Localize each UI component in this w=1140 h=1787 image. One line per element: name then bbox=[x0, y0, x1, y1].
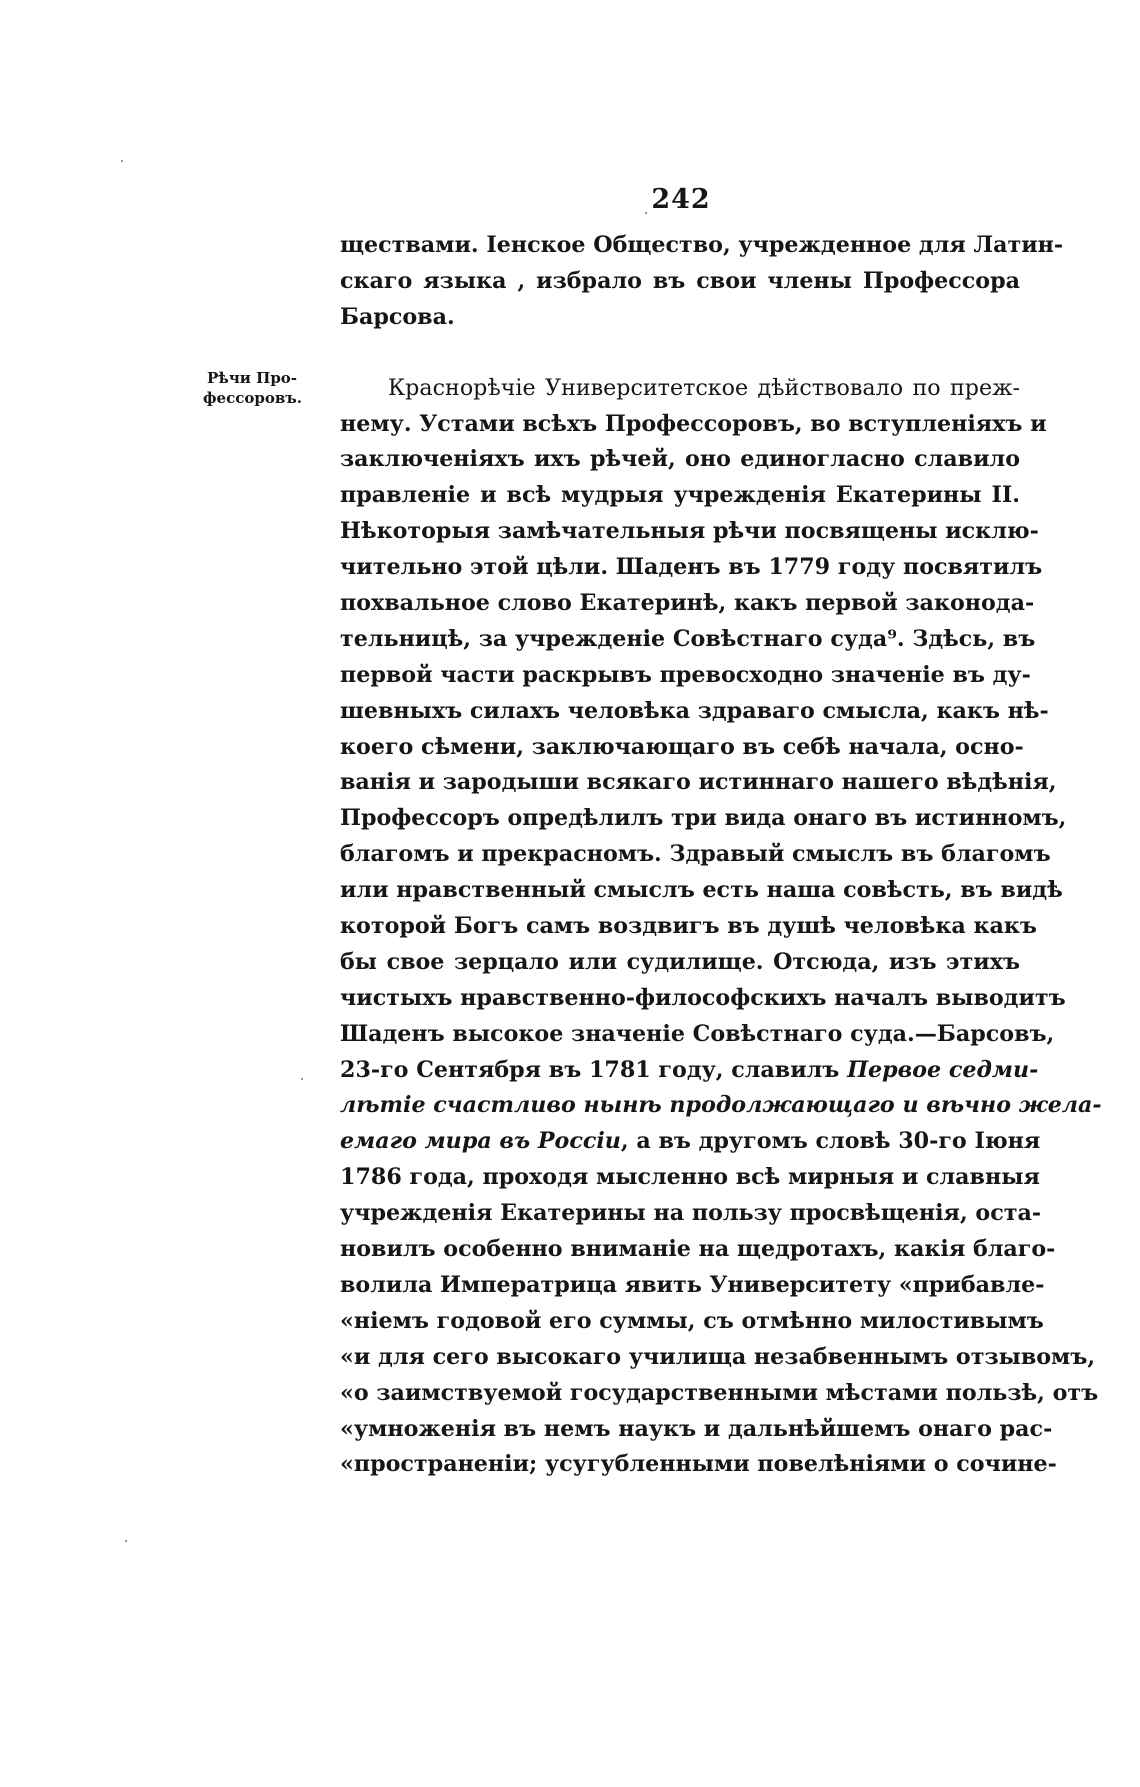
text-line: «пространеніи; усугубленными повелѣніями о сочине- bbox=[340, 1451, 1057, 1478]
text-line: правленіе и всѣ мудрыя учрежденія Екатерины II. bbox=[340, 482, 1020, 509]
margin-note-line: Рѣчи Про- bbox=[207, 369, 298, 387]
italic-title: емаго мира въ Россіи bbox=[340, 1128, 621, 1155]
text-line bbox=[340, 1053, 1039, 1089]
scan-speck bbox=[645, 212, 647, 214]
text-segment: 23-го Сентября въ 1781 году, славилъ bbox=[340, 1056, 840, 1083]
text-segment: , а въ другомъ словѣ 30-го Іюня bbox=[620, 1128, 1041, 1155]
text-line: учрежденія Екатерины на пользу просвѣщенія, оста- bbox=[340, 1200, 1042, 1227]
text-line: Профессоръ опредѣлилъ три вида онаго въ истинномъ, bbox=[340, 805, 1067, 832]
text-line: нему. Устами всѣхъ Профессоровъ, во вступленіяхъ и bbox=[340, 410, 1047, 437]
text-line: «о заимствуемой государственными мѣстами пользѣ, отъ bbox=[340, 1379, 1099, 1406]
text-line: 1786 года, проходя мысленно всѣ мирныя и славныя bbox=[340, 1164, 1040, 1191]
text-line: ществами. Іенское Общество, учрежденное для Латин- bbox=[340, 232, 1064, 258]
text-line: Краснорѣчіе Университетское дѣйствовало по преж- bbox=[388, 374, 1020, 401]
text-line: новилъ особенно вниманіе на щедротахъ, какія благо- bbox=[340, 1236, 1056, 1263]
text-line: первой части раскрывъ превосходно значеніе въ ду- bbox=[340, 661, 1031, 688]
text-line: чистыхъ нравственно-философскихъ началъ выводитъ bbox=[340, 984, 1066, 1011]
text-line: тельницѣ, за учрежденіе Совѣстнаго суда⁹. Здѣсь, въ bbox=[340, 625, 1036, 652]
text-line: скаго языка , избрало въ свои члены Профессора bbox=[340, 267, 1020, 294]
paragraph-gap bbox=[340, 336, 1020, 371]
text-line: или нравственный смыслъ есть наша совѣсть, въ видѣ bbox=[340, 877, 1063, 904]
text-line: благомъ и прекрасномъ. Здравый смыслъ въ благомъ bbox=[340, 841, 1051, 868]
text-line: коего сѣмени, заключающаго въ себѣ начала, осно- bbox=[340, 733, 1024, 760]
text-line: Барсова. bbox=[340, 303, 455, 330]
scan-speck bbox=[125, 1540, 127, 1542]
text-line: «умноженія въ немъ наукъ и дальнѣйшемъ онаго рас- bbox=[340, 1415, 1053, 1442]
margin-note bbox=[203, 368, 345, 408]
text-line: которой Богъ самъ воздвигъ въ душѣ человѣка какъ bbox=[340, 913, 1037, 940]
body-text bbox=[340, 228, 1102, 1483]
italic-title: Первое седми- bbox=[847, 1056, 1039, 1083]
text-line: волила Императрица явить Университету «прибавле- bbox=[340, 1271, 1045, 1298]
text-line: заключеніяхъ ихъ рѣчей, оно единогласно славило bbox=[340, 446, 1020, 473]
text-line: похвальное слово Екатеринѣ, какъ первой законода- bbox=[340, 590, 1035, 617]
italic-title: лѣтіе счастливо нынѣ продолжающаго и вѣчно жела- bbox=[340, 1092, 1102, 1119]
text-line: шевныхъ силахъ человѣка здраваго смысла, какъ нѣ- bbox=[340, 697, 1049, 724]
page-number: 242 bbox=[651, 184, 711, 215]
text-line bbox=[340, 1124, 1041, 1160]
scan-speck bbox=[301, 1078, 303, 1080]
text-line: бы свое зерцало или судилище. Отсюда, изъ этихъ bbox=[340, 948, 1020, 975]
text-line: ванія и зародыши всякаго истиннаго нашего вѣдѣнія, bbox=[340, 769, 1057, 796]
text-line: Шаденъ высокое значеніе Совѣстнаго суда.—Барсовъ, bbox=[340, 1020, 1055, 1047]
scan-speck bbox=[121, 160, 123, 162]
margin-note-line: фессоровъ. bbox=[203, 389, 302, 407]
text-line: «ніемъ годовой его суммы, съ отмѣнно милостивымъ bbox=[340, 1307, 1044, 1334]
text-line bbox=[340, 1088, 1102, 1124]
text-line: Нѣкоторыя замѣчательныя рѣчи посвящены исклю- bbox=[340, 518, 1039, 545]
text-line: «и для сего высокаго училища незабвеннымъ отзывомъ, bbox=[340, 1343, 1096, 1370]
text-line: чительно этой цѣли. Шаденъ въ 1779 году посвятилъ bbox=[340, 554, 1043, 581]
